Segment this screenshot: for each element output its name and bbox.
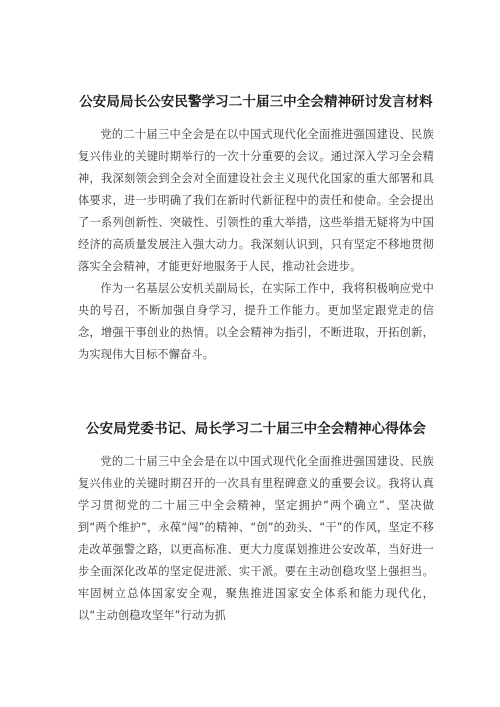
article-title: 公安局局长公安民警学习二十届三中全会精神研讨发言材料 [79,94,433,110]
article-body [78,451,434,627]
body-paragraph: 党的二十届三中全会是在以中国式现代化全面推进强国建设、民族复兴伟业的关键时期举行的一次十分重要的会议。通过深入学习全会精神，我深刻领会到全会对全面建设社会主义现代化国家的重大部署和具体要求，进一步明确了我们在新时代新征程中的责任和使命。全会提出了一系列创新性、突破性、引领性的重大举措，这些举措无疑将为中国经济的高质量发展注入强大动力。我深刻认识到，只有坚定不移地贯彻落实全会精神，才能更好地服务于人民，推动社会进步。 [78,128,434,273]
article-title: 公安局党委书记、局长学习二十届三中全会精神心得体会 [86,421,426,437]
article-body [78,124,434,366]
body-paragraph: 作为一名基层公安机关副局长，在实际工作中，我将积极响应党中央的号召，不断加强自身学习，提升工作能力。更加坚定跟党走的信念，增强干事创业的热情。以全会精神为指引，不断进取，开拓创新，为实现伟大目标不懈奋斗。 [78,282,434,361]
body-paragraph: 党的二十届三中全会是在以中国式现代化全面推进强国建设、民族复兴伟业的关键时期召开的一次具有里程碑意义的重要会议。我将认真学习贯彻党的二十届三中全会精神，坚定拥护“两个确立”、坚决做到“两个维护”，永葆“闯”的精神、“创”的劲头、“干”的作风，坚定不移走改革强警之路，以更高标准、更大力度谋划推进公安改革，当好进一步全面深化改革的坚定促进派、实干派。要在主动创稳攻坚上强担当。牢固树立总体国家安全观，聚焦推进国家安全体系和能力现代化，以“主动创稳攻坚年”行动为抓 [78,455,434,622]
